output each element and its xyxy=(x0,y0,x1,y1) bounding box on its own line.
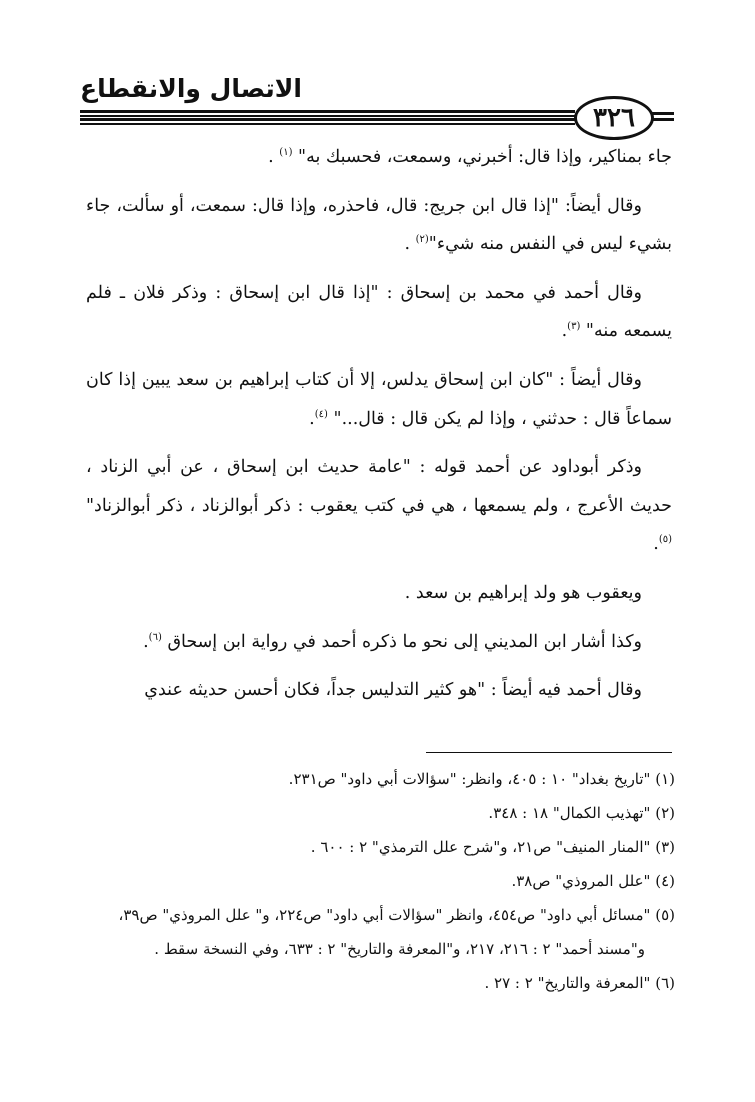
page-header xyxy=(80,64,672,134)
main-text xyxy=(86,138,672,720)
footnote-ref: (١) xyxy=(279,147,293,159)
footnotes xyxy=(70,762,675,1000)
running-title: الاتصال والانقطاع xyxy=(80,74,302,103)
footnote: (٤) "علل المروذي" ص٣٨. xyxy=(511,872,675,890)
paragraph: وقال أحمد في محمد بن إسحاق : "إذا قال ابن إسحاق : وذكر فلان ـ فلم يسمعه منه" $^{(٣)}$. xyxy=(86,282,672,342)
footnote: (١) "تاريخ بغداد" ١٠ : ٤٠٥، وانظر: "سؤالات أبي داود" ص٢٣١. xyxy=(288,770,675,788)
footnote-ref: (٣) xyxy=(567,321,581,333)
paragraph: وقال أيضاً : "كان ابن إسحاق يدلس، إلا أن كتاب إبراهيم بن سعد يبين إذا كان سماعاً قال : حدثني ، وإذا لم يكن قال : قال..." $^{(٤)}$. xyxy=(86,369,672,429)
footnote: (٣) "المنار المنيف" ص٢١، و"شرح علل الترمذي" ٢ : ٦٠٠ . xyxy=(310,838,675,856)
footnote-continuation: و"مسند أحمد" ٢ : ٢١٦، ٢١٧، و"المعرفة والتاريخ" ٢ : ٦٣٣، وفي النسخة سقط . xyxy=(154,940,645,958)
footnote-ref: (٢) xyxy=(415,234,429,246)
paragraph: وقال أحمد فيه أيضاً : "هو كثير التدليس جداً، فكان أحسن حديثه عندي xyxy=(144,680,642,701)
footnote-separator xyxy=(426,752,672,753)
footnote: (٥) "مسائل أبي داود" ص٤٥٤، وانظر "سؤالات أبي داود" ص٢٢٤، و" علل المروذي" ص٣٩، xyxy=(118,906,675,924)
paragraph: وكذا أشار ابن المديني إلى نحو ما ذكره أحمد في رواية ابن إسحاق $^{(٦)}$. xyxy=(143,631,642,652)
footnote-ref: (٤) xyxy=(314,408,328,420)
paragraph: جاء بمناكير، وإذا قال: أخبرني، وسمعت، فحسبك به" $^{(١)}$ . xyxy=(268,147,672,167)
footnote-ref: (٥) xyxy=(658,534,672,546)
paragraph: ويعقوب هو ولد إبراهيم بن سعد . xyxy=(404,582,642,603)
footnote: (٦) "المعرفة والتاريخ" ٢ : ٢٧ . xyxy=(484,974,675,992)
footnote: (٢) "تهذيب الكمال" ١٨ : ٣٤٨. xyxy=(488,804,675,822)
paragraph: وذكر أبوداود عن أحمد قوله : "عامة حديث ابن إسحاق ، عن أبي الزناد ، حديث الأعرج ، ولم يسمعها ، هي في كتب يعقوب : ذكر أبوالزناد ، ذكر أبوالزناد" $^{(٥)}$. xyxy=(86,457,672,555)
footnote-ref: (٦) xyxy=(148,631,162,643)
paragraph: وقال أيضاً: "إذا قال ابن جريج: قال، فاحذره، وإذا قال: سمعت، أو سألت، جاء بشيء ليس في النفس منه شيء"$^{(٢)}$ . xyxy=(86,195,672,255)
page-number: ٣٢٦ xyxy=(574,96,654,140)
